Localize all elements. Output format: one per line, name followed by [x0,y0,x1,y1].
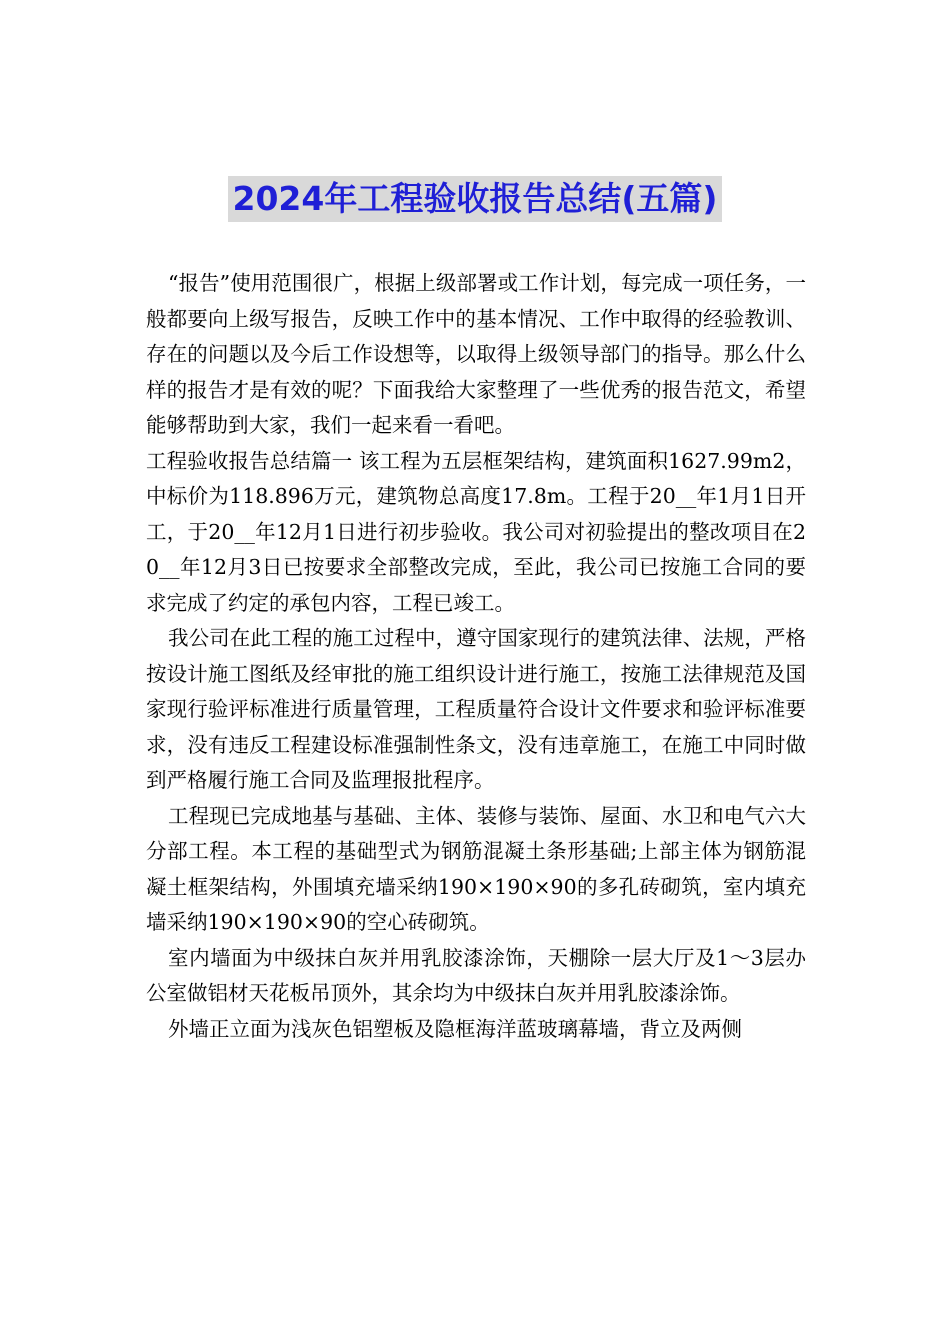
compliance-paragraph: 我公司在此工程的施工过程中，遵守国家现行的建筑法律、法规，严格按设计施工图纸及经审批的施工组织设计进行施工，按施工法律规范及国家现行验评标准进行质量管理，工程质量符合设计文件要求和验评标准要求，没有违反工程建设标准强制性条文，没有违章施工，在施工中同时做到严格履行施工合同及监理报批程序。 [146,626,806,792]
document-body [146,266,806,1047]
document-title: 2024年工程验收报告总结(五篇) [228,176,721,222]
intro-paragraph: “报告”使用范围很广，根据上级部署或工作计划，每完成一项任务，一般都要向上级写报告，反映工作中的基本情况、工作中取得的经验教训、存在的问题以及今后工作设想等，以取得上级领导部门的指导。那么什么样的报告才是有效的呢？下面我给大家整理了一些优秀的报告范文，希望能够帮助到大家，我们一起来看一看吧。 [146,271,806,437]
section-one-paragraph: 工程验收报告总结篇一 该工程为五层框架结构，建筑面积1627.99m2，中标价为118.896万元，建筑物总高度17.8m。工程于20__年1月1日开工，于20__年12月1日进行初步验收。我公司对初验提出的整改项目在20__年12月3日已按要求全部整改完成，至此，我公司已按施工合同的要求完成了约定的承包内容，工程已竣工。 [146,448,806,615]
structure-paragraph: 工程现已完成地基与基础、主体、装修与装饰、屋面、水卫和电气六大分部工程。本工程的基础型式为钢筋混凝土条形基础;上部主体为钢筋混凝土框架结构，外围填充墙采纳190×190×90的多孔砖砌筑，室内填充墙采纳190×190×90的空心砖砌筑。 [146,803,806,934]
title-container [0,176,950,222]
exterior-paragraph: 外墙正立面为浅灰色铝塑板及隐框海洋蓝玻璃幕墙，背立及两侧 [168,1016,742,1041]
interior-paragraph: 室内墙面为中级抹白灰并用乳胶漆涂饰，天棚除一层大厅及1～3层办公室做铝材天花板吊顶外，其余均为中级抹白灰并用乳胶漆涂饰。 [146,945,806,1005]
